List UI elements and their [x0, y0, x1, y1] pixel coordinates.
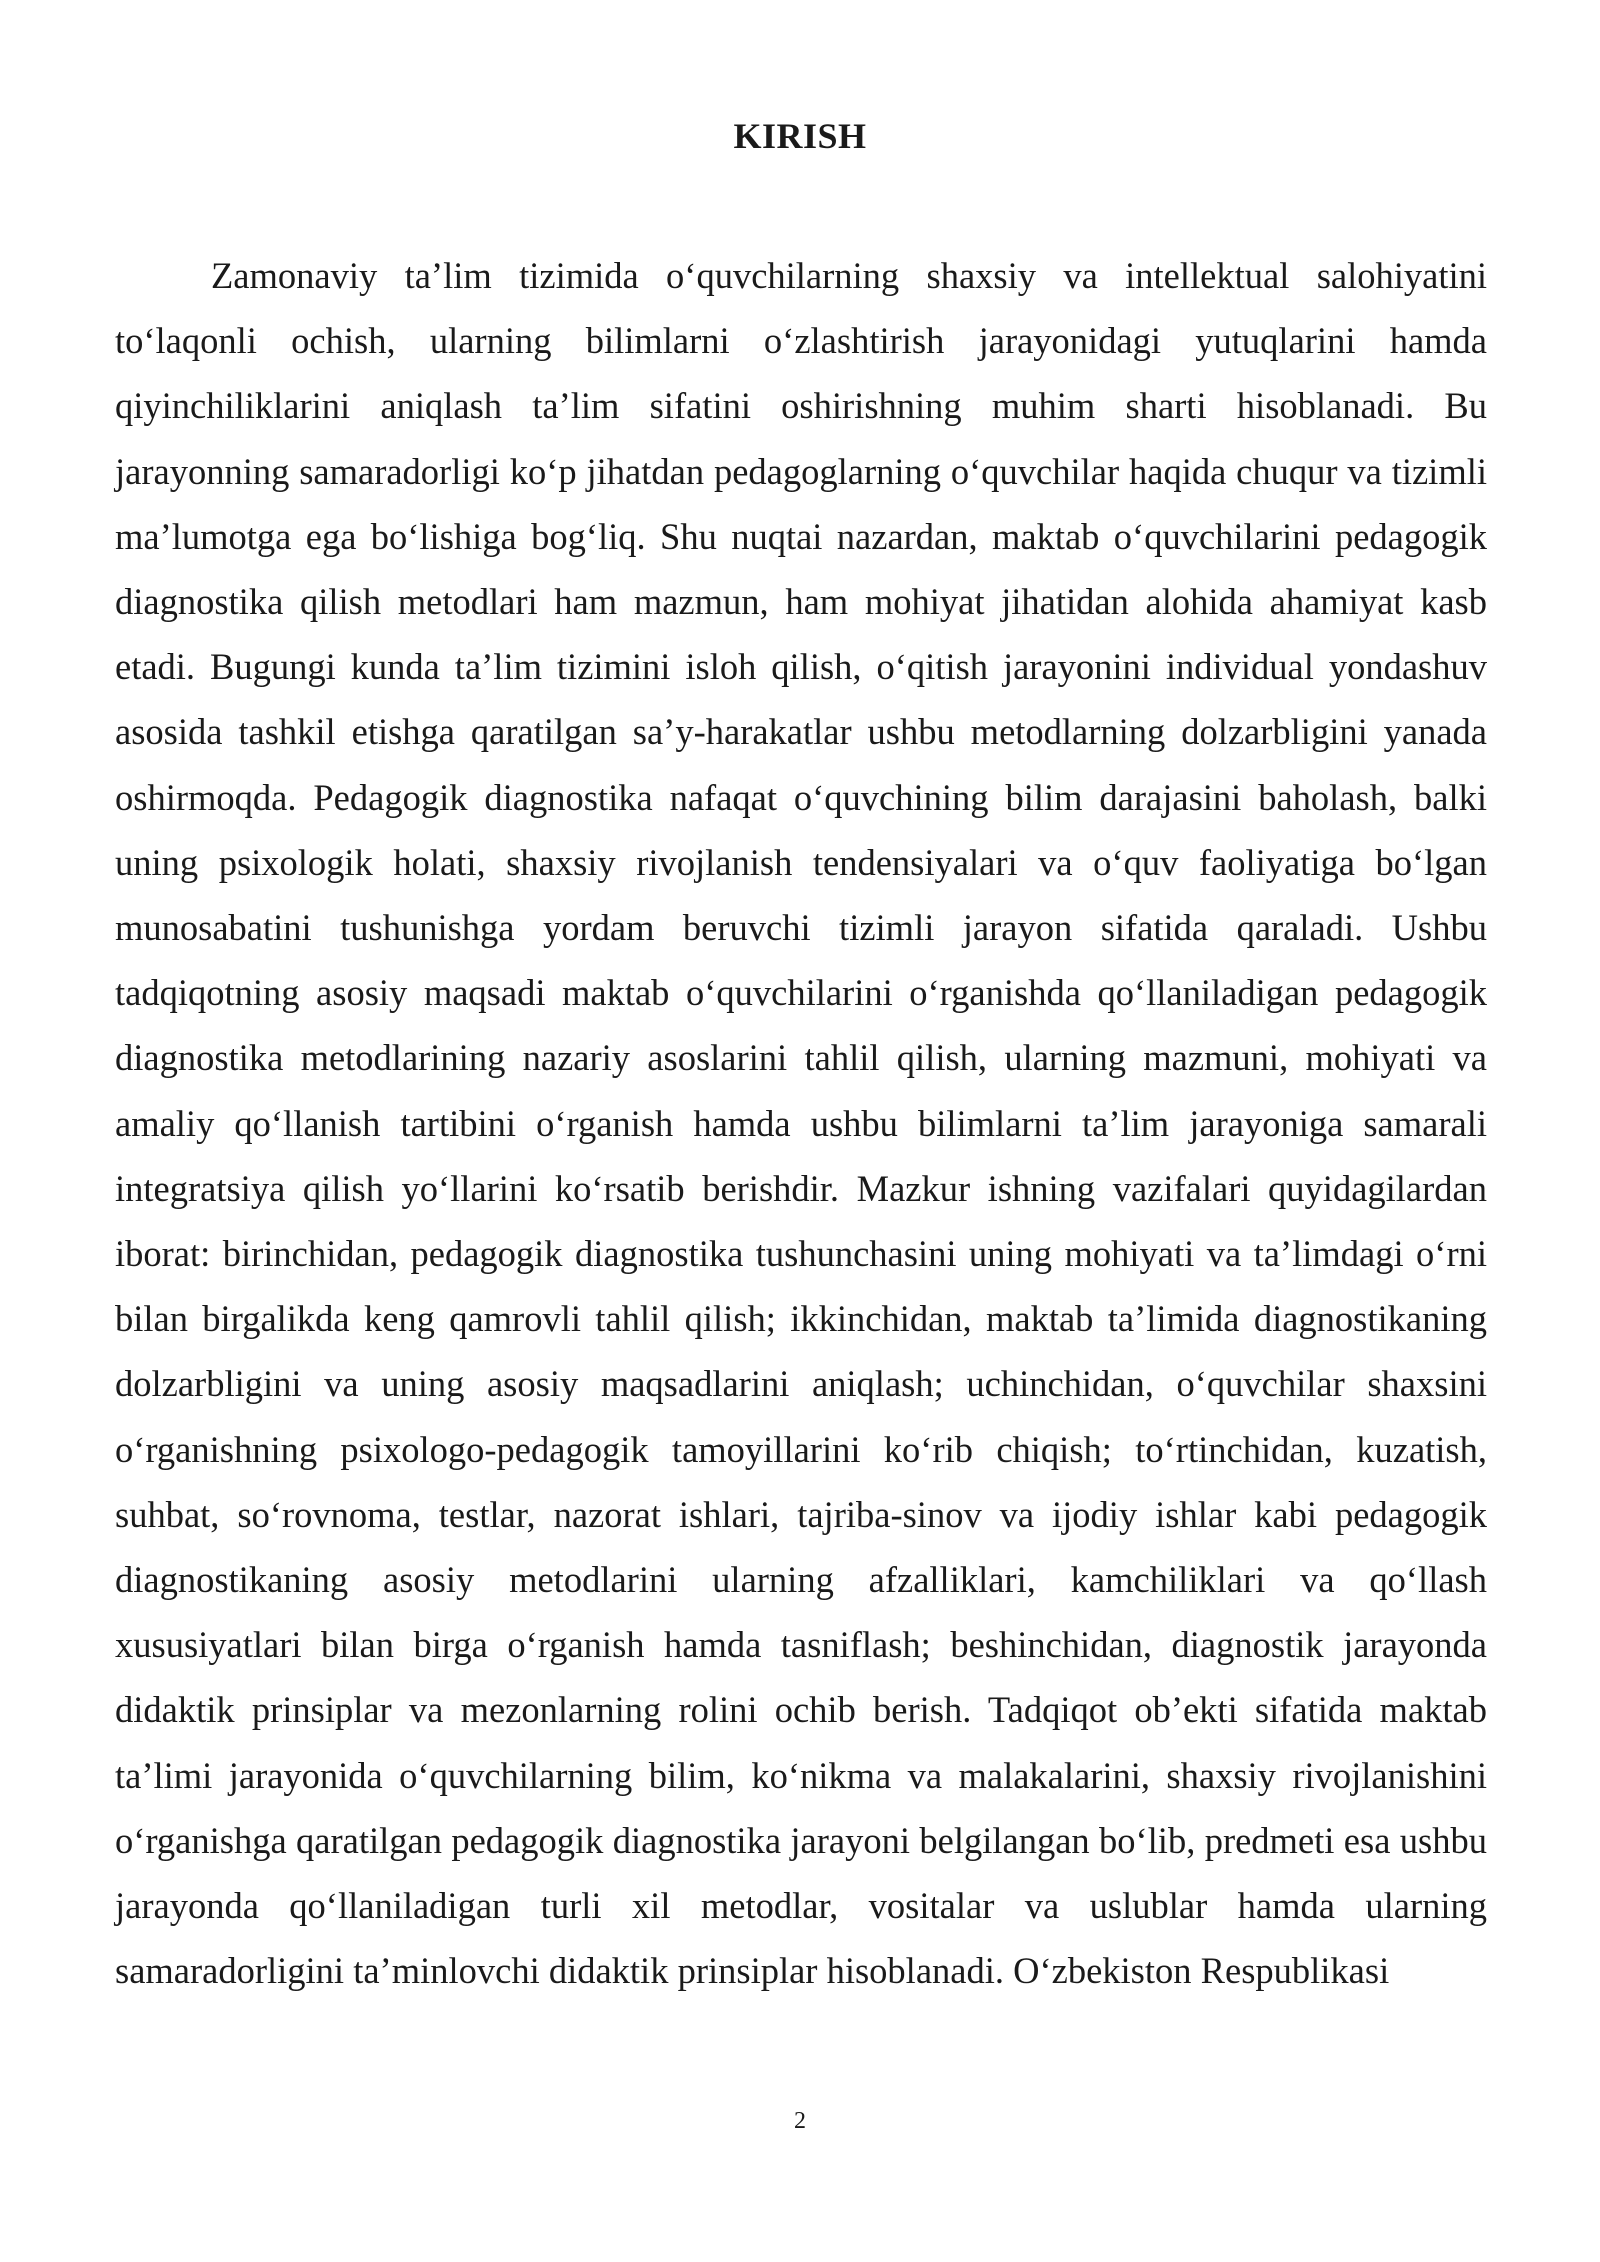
body-paragraph: Zamonaviy ta’lim tizimida o‘quvchilarning shaxsiy va intellektual salohiyatini to‘laqonli ochish, ularning bilimlarni o‘zlashtirish jarayonidagi yutuqlarini hamda qiyinchiliklarini aniqlash ta’lim sifatini oshirishning muhim sharti hisoblanadi. Bu jarayonning samaradorligi ko‘p jihatdan pedagoglarning o‘quvchilar haqida chuqur va tizimli ma’lumotga ega bo‘lishiga bog‘liq. Shu nuqtai nazardan, maktab o‘quvchilarini pedagogik diagnostika qilish metodlari ham mazmun, ham mohiyat jihatidan alohida ahamiyat kasb etadi. Bugungi kunda ta’lim tizimini isloh qilish, o‘qitish jarayonini individual yondashuv asosida tashkil etishga qaratilgan sa’y-harakatlar ushbu metodlarning dolzarbligini yanada oshirmoqda. Pedagogik diagnostika nafaqat o‘quvchining bilim darajasini baholash, balki uning psixologik holati, shaxsiy rivojlanish tendensiyalari va o‘quv faoliyatiga bo‘lgan munosabatini tushunishga yordam beruvchi tizimli jarayon sifatida qaraladi. Ushbu tadqiqotning asosiy maqsadi maktab o‘quvchilarini o‘rganishda qo‘llaniladigan pedagogik diagnostika metodlarining nazariy asoslarini tahlil qilish, ularning mazmuni, mohiyati va amaliy qo‘llanish tartibini o‘rganish hamda ushbu bilimlarni ta’lim jarayoniga samarali integratsiya qilish yo‘llarini ko‘rsatib berishdir. Mazkur ishning vazifalari quyidagilardan iborat: birinchidan, pedagogik diagnostika tushunchasini uning mohiyati va ta’limdagi o‘rni bilan birgalikda keng qamrovli tahlil qilish; ikkinchidan, maktab ta’limida diagnostikaning dolzarbligini va uning asosiy maqsadlarini aniqlash; uchinchidan, o‘quvchilar shaxsini o‘rganishning psixologo-pedagogik tamoyillarini ko‘rib chiqish; to‘rtinchidan, kuzatish, suhbat, so‘rovnoma, testlar, nazorat ishlari, tajriba-sinov va ijodiy ishlar kabi pedagogik diagnostikaning asosiy metodlarini ularning afzalliklari, kamchiliklari va qo‘llash xususiyatlari bilan birga o‘rganish hamda tasniflash; beshinchidan, diagnostik jarayonda didaktik prinsiplar va mezonlarning rolini ochib berish. Tadqiqot ob’ekti sifatida maktab ta’limi jarayonida o‘quvchilarning bilim, ko‘nikma va malakalarini, shaxsiy rivojlanishini o‘rganishga qaratilgan pedagogik diagnostika jarayoni belgilangan bo‘lib, predmeti esa ushbu jarayonda qo‘llaniladigan turli xil metodlar, vositalar va uslublar hamda ularning samaradorligini ta’minlovchi didaktik prinsiplar hisoblanadi. O‘zbekiston Respublikasi: [115, 255, 1487, 1992]
page-number: 2: [794, 2108, 806, 2134]
page-title: KIRISH: [733, 116, 867, 156]
